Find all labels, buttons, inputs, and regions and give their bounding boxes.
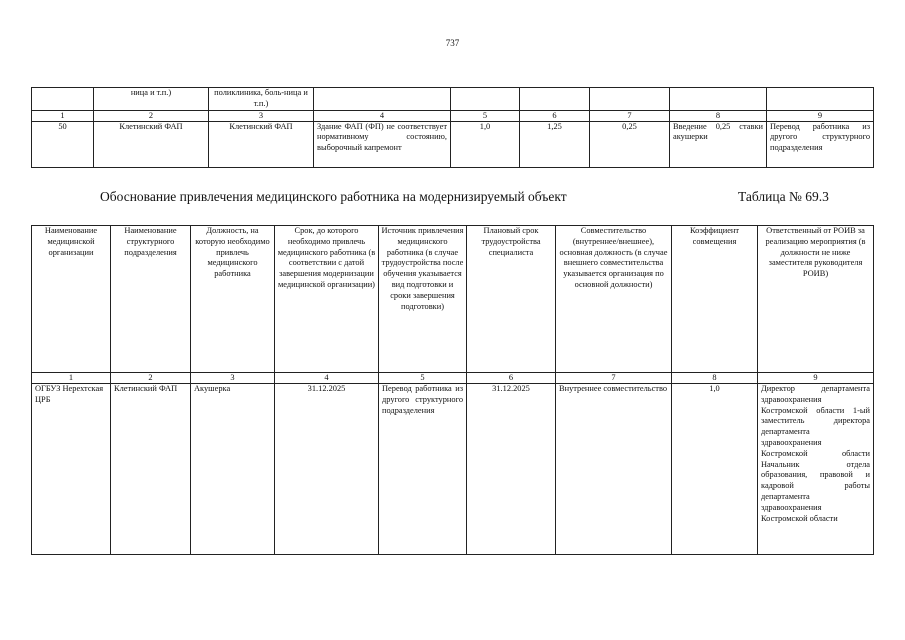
table-cell [590,88,670,111]
column-number: 4 [275,373,379,384]
section-title: Обоснование привлечения медицинского работника на модернизируемый объект [100,189,567,204]
table-cell: 1,0 [451,121,520,167]
table-cell: Введение 0,25 ставки акушерки [670,121,767,167]
column-number: 9 [758,373,874,384]
table-number: Таблица № 69.3 [738,189,829,204]
table-cell: Клетинский ФАП [209,121,314,167]
column-number: 6 [520,110,590,121]
column-number: 3 [191,373,275,384]
page-number: 737 [445,38,460,48]
table-cell [314,88,451,111]
table-cell: поликлиника, боль-ница и т.п.) [209,88,314,111]
table-cell: 1,25 [520,121,590,167]
column-header: Совместительство (внутреннее/внешнее), основная должность (в случае внешнего совместительства указывается организация по основной должности) [556,226,672,373]
table-cell: ница и т.п.) [94,88,209,111]
table-cell: Клетинский ФАП [111,384,191,555]
table-cell: 31.12.2025 [275,384,379,555]
column-header: Срок, до которого необходимо привлечь медицинского работника (в соответствии с датой завершения модернизации медицинской организации) [275,226,379,373]
column-header: Коэффициент совмещения [672,226,758,373]
column-header: Должность, на которую необходимо привлечь медицинского работника [191,226,275,373]
column-number: 2 [94,110,209,121]
column-number: 8 [672,373,758,384]
continued-table [31,87,874,168]
column-number: 8 [670,110,767,121]
table-row [32,384,874,555]
column-number: 6 [467,373,556,384]
table-cell: Акушерка [191,384,275,555]
column-number: 5 [379,373,467,384]
column-header: Наименование медицинской организации [32,226,111,373]
table-cell: Директор департамента здравоохранения Костромской области 1-ый заместитель директора департамента здравоохранения Костромской области Начальник отдела образования, правовой и кадровой работы департамента здравоохранения Костромской области [758,384,874,555]
table-cell: Клетинский ФАП [94,121,209,167]
column-number: 1 [32,373,111,384]
table-cell: Здание ФАП (ФП) не соответствует нормативному состоянию, выборочный капремонт [314,121,451,167]
table-cell: Перевод работника из другого структурного подразделения [767,121,874,167]
column-number: 4 [314,110,451,121]
table-cell [670,88,767,111]
column-number-row [32,373,874,384]
table-cell [451,88,520,111]
table-cell [767,88,874,111]
table-cell: 0,25 [590,121,670,167]
column-number: 1 [32,110,94,121]
table-cell: ОГБУЗ Нерехтская ЦРБ [32,384,111,555]
column-header: Наименование структурного подразделения [111,226,191,373]
column-number: 3 [209,110,314,121]
table-cell [520,88,590,111]
column-header: Ответственный от РОИВ за реализацию мероприятия (в должности не ниже заместителя руководителя РОИВ) [758,226,874,373]
column-header: Плановый срок трудоустройства специалиста [467,226,556,373]
column-number: 9 [767,110,874,121]
column-number: 2 [111,373,191,384]
table-cell: 1,0 [672,384,758,555]
staffing-table [31,225,874,555]
column-number: 7 [556,373,672,384]
column-number: 7 [590,110,670,121]
column-header: Источник привлечения медицинского работника (в случае трудоустройства после обучения указывается вид подготовки и сроки завершения подготовки) [379,226,467,373]
table-cell: Внутреннее совместительство [556,384,672,555]
column-number-row [32,110,874,121]
table-row [32,88,874,111]
column-number: 5 [451,110,520,121]
table-cell: Перевод работника из другого структурного подразделения [379,384,467,555]
table-cell [32,88,94,111]
table-row [32,121,874,167]
header-row [32,226,874,373]
table-cell: 31.12.2025 [467,384,556,555]
table-cell: 50 [32,121,94,167]
